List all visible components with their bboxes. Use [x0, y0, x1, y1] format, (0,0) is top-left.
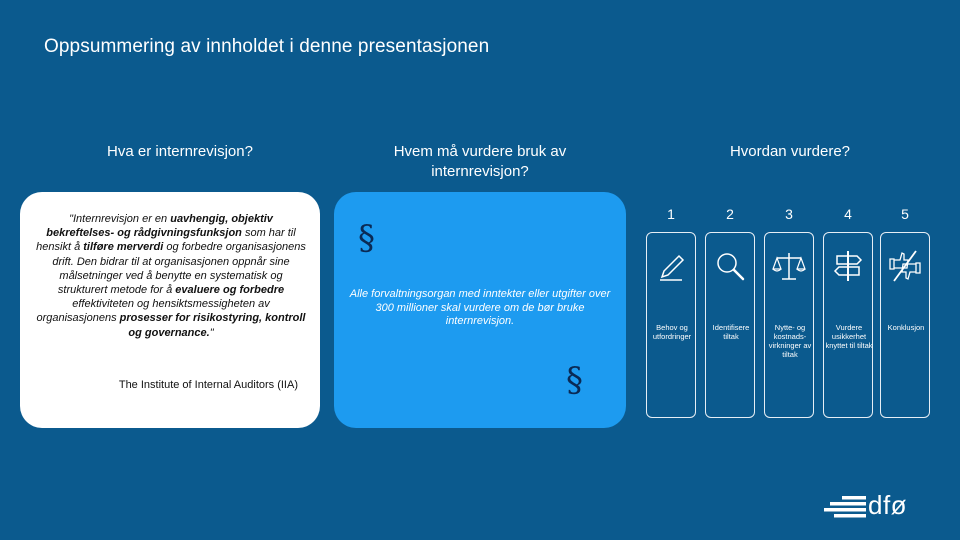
- page-title: Oppsummering av innholdet i denne presentasjonen: [44, 36, 490, 57]
- quote-emphasis: tilføre merverdi: [83, 241, 164, 254]
- who-text: Alle forvaltningsorgan med inntekter eller utgifter over 300 millioner skal vurdere om de bør bruke internrevisjon.: [349, 288, 611, 327]
- quote-source: The Institute of Internal Auditors (IIA): [118, 379, 298, 391]
- definition-quote: [34, 212, 308, 340]
- step-card: [705, 232, 755, 418]
- quote-text: og forbedre organisasjonens drift. Den bidrar til at organisasjonen oppnår sine målsetninger ved å benytte en systematisk og strukturert metode for å: [52, 241, 306, 297]
- quote-text: som har til hensikt å: [36, 227, 296, 254]
- column-heading-how: Hvordan vurdere?: [729, 143, 851, 160]
- step-card: [646, 232, 696, 418]
- magnifier-icon: [711, 247, 749, 285]
- scales-icon: [770, 247, 808, 285]
- quote-text: effektiviteten og hensiktsmessigheten av organisasjonens: [36, 298, 270, 325]
- quote-emphasis: evaluere og forbedre: [175, 284, 285, 297]
- step-number: 2: [726, 206, 734, 222]
- step-label: Konklusjon: [887, 323, 925, 332]
- step-number: 3: [785, 206, 793, 222]
- quote-text: ": [209, 326, 214, 339]
- step-label: Vurdere usikkerhet knyttet til tiltak: [825, 323, 873, 350]
- dfo-logo-text: dfø: [868, 490, 908, 520]
- quote-text: "Internrevisjon er en: [69, 213, 171, 225]
- quote-emphasis: prosesser for risikostyring, kontroll og governance.: [119, 312, 306, 339]
- column-heading-who: Hvem må vurdere bruk av internrevisjon?: [393, 143, 567, 180]
- step-card: [764, 232, 814, 418]
- step-card: [880, 232, 930, 418]
- quote-emphasis: uavhengig, objektiv bekreftelses- og rådgivningsfunksjon: [46, 213, 273, 240]
- step-label: Identifisere tiltak: [712, 323, 750, 341]
- section-symbol-icon: §: [566, 360, 583, 400]
- thumbs-icon: [886, 247, 924, 285]
- section-symbol-icon: §: [358, 218, 375, 258]
- step-number: 5: [901, 206, 909, 222]
- step-label: Nytte- og kostnads-virkninger av tiltak: [768, 323, 812, 359]
- step-card: [823, 232, 873, 418]
- signpost-icon: [829, 247, 867, 285]
- column-heading-what: Hva er internrevisjon?: [107, 143, 253, 160]
- step-number: 4: [844, 206, 852, 222]
- step-number: 1: [667, 206, 675, 222]
- who-card: [334, 192, 626, 428]
- definition-card: [20, 192, 320, 428]
- pencil-icon: [652, 247, 690, 285]
- step-label: Behov og utfordringer: [652, 323, 692, 341]
